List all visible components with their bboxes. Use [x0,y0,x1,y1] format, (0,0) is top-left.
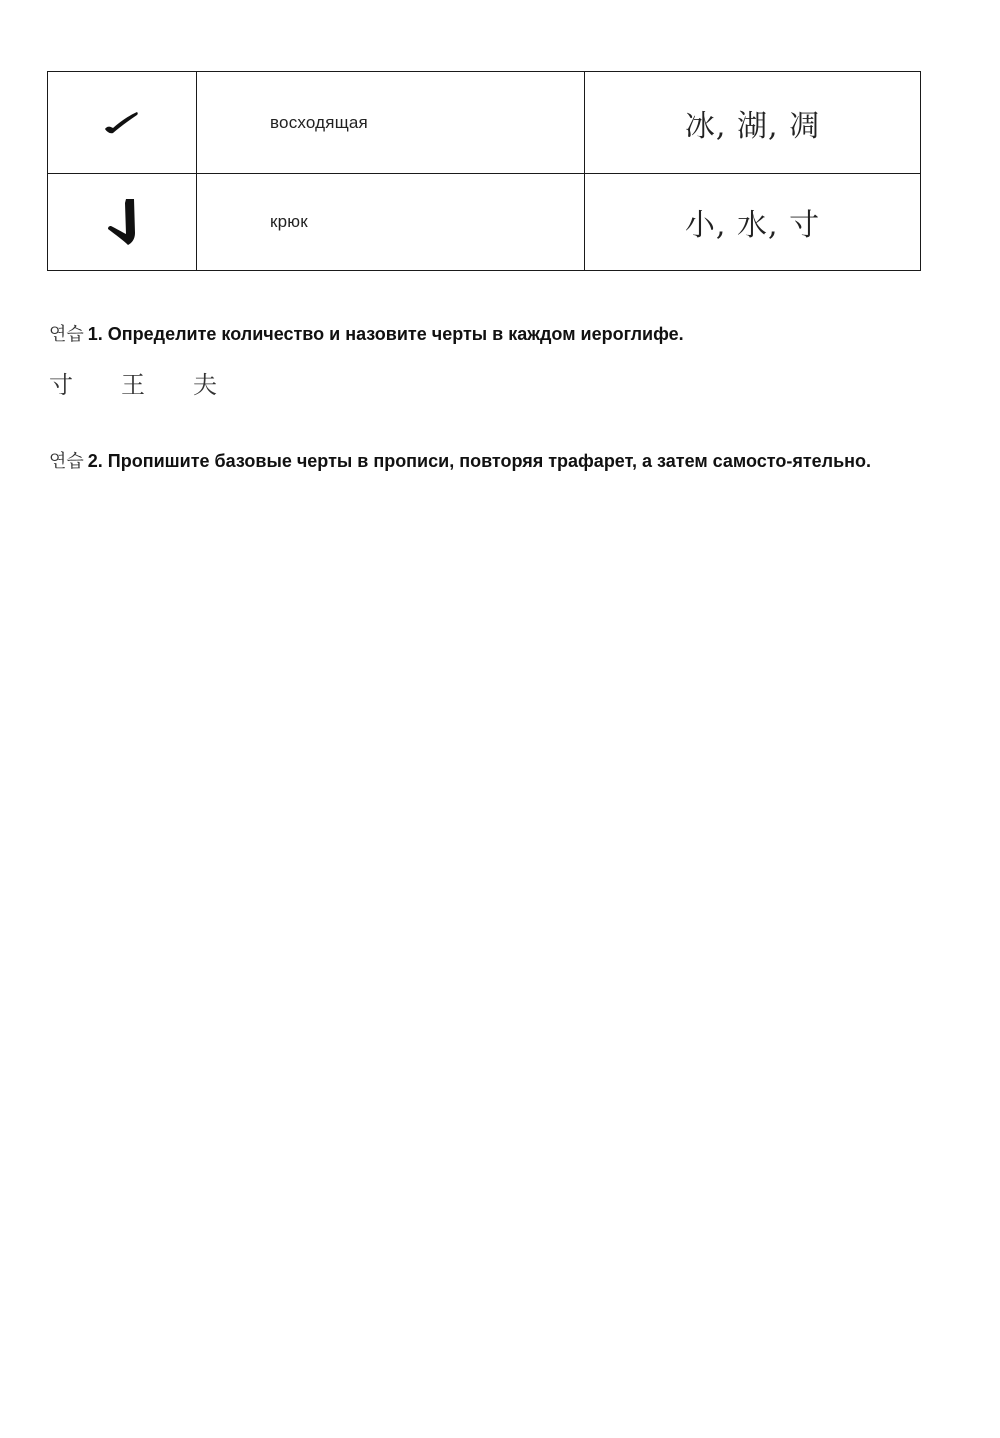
exercise-1-characters [49,365,265,400]
exercise-text: 2. Пропишите базовые черты в прописи, повторяя трафарет, а затем самосто-ятельно. [87,451,872,471]
strokes-table [47,71,921,271]
stroke-name: крюк [270,212,308,231]
exercise-character: 夫 [193,371,217,399]
stroke-examples-cell [585,72,921,174]
hook-stroke-icon [102,197,142,247]
exercise-prefix: 연습 [49,451,84,472]
stroke-glyph-cell [48,72,197,174]
rising-stroke-icon [102,110,142,136]
exercise-character: 王 [121,371,145,399]
exercise-1-heading [49,322,929,347]
stroke-examples: 小, 水, 寸 [684,208,821,243]
exercise-2-heading [49,449,929,474]
table-row [48,72,921,174]
table-row [48,174,921,271]
exercise-text: 1. Определите количество и назовите черты в каждом иероглифе. [87,324,684,344]
stroke-examples-cell [585,174,921,271]
stroke-name: восходящая [270,112,368,132]
stroke-glyph-cell [48,174,197,271]
exercise-prefix: 연습 [49,324,84,345]
stroke-name-cell [197,72,585,174]
exercise-character: 寸 [49,371,73,399]
stroke-name-cell [197,174,585,271]
stroke-examples: 冰, 湖, 凋 [684,108,821,144]
